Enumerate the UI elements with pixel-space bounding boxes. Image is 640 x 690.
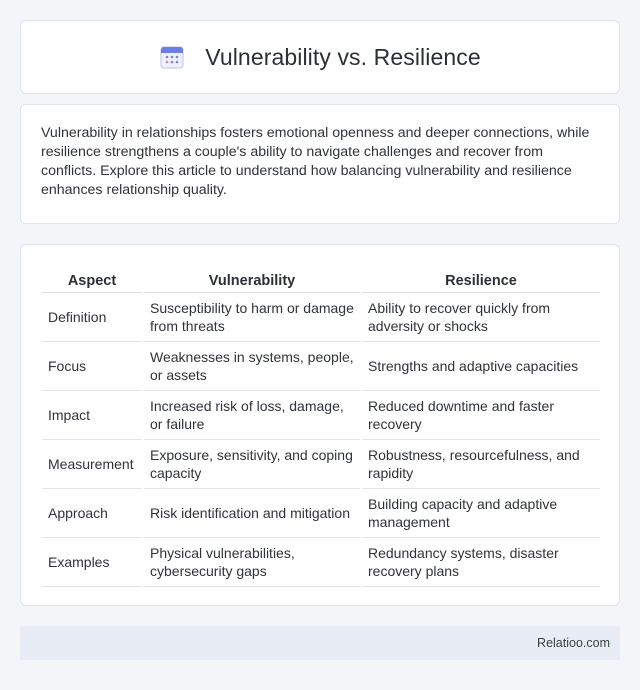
table-row: [42, 293, 600, 342]
cell-resilience: Reduced downtime and faster recovery: [362, 391, 600, 440]
page-title: Vulnerability vs. Resilience: [205, 43, 481, 70]
title-group: [159, 44, 481, 71]
calendar-icon: [159, 44, 185, 70]
cell-aspect: Impact: [42, 391, 142, 440]
table-row: [42, 489, 600, 538]
comparison-card: [20, 244, 620, 606]
intro-paragraph: Vulnerability in relationships fosters emotional openness and deeper connections, while resilience strengthens a couple's ability to navigate challenges and recover from conflicts. Explore this article to understand how balancing vulnerability and resilience enhances relationship quality.: [41, 125, 590, 198]
cell-vulnerability: Exposure, sensitivity, and coping capacity: [144, 440, 360, 489]
footer-site-link[interactable]: Relatioo.com: [537, 636, 610, 650]
cell-vulnerability: Physical vulnerabilities, cybersecurity gaps: [144, 538, 360, 587]
intro-card: [20, 104, 620, 224]
footer: [20, 626, 620, 660]
comparison-table: [40, 265, 602, 587]
table-header-row: [42, 265, 600, 293]
title-card: [20, 20, 620, 94]
cell-resilience: Robustness, resourcefulness, and rapidity: [362, 440, 600, 489]
header-aspect: Aspect: [42, 265, 142, 293]
header-vulnerability: Vulnerability: [144, 265, 360, 293]
cell-vulnerability: Susceptibility to harm or damage from threats: [144, 293, 360, 342]
table-row: [42, 342, 600, 391]
table-row: [42, 391, 600, 440]
header-resilience: Resilience: [362, 265, 600, 293]
cell-vulnerability: Risk identification and mitigation: [144, 489, 360, 538]
cell-aspect: Focus: [42, 342, 142, 391]
cell-aspect: Approach: [42, 489, 142, 538]
cell-resilience: Building capacity and adaptive management: [362, 489, 600, 538]
cell-resilience: Redundancy systems, disaster recovery plans: [362, 538, 600, 587]
table-row: [42, 440, 600, 489]
cell-vulnerability: Weaknesses in systems, people, or assets: [144, 342, 360, 391]
table-row: [42, 538, 600, 587]
cell-aspect: Measurement: [42, 440, 142, 489]
cell-resilience: Ability to recover quickly from adversity or shocks: [362, 293, 600, 342]
cell-resilience: Strengths and adaptive capacities: [362, 342, 600, 391]
cell-vulnerability: Increased risk of loss, damage, or failure: [144, 391, 360, 440]
cell-aspect: Examples: [42, 538, 142, 587]
cell-aspect: Definition: [42, 293, 142, 342]
